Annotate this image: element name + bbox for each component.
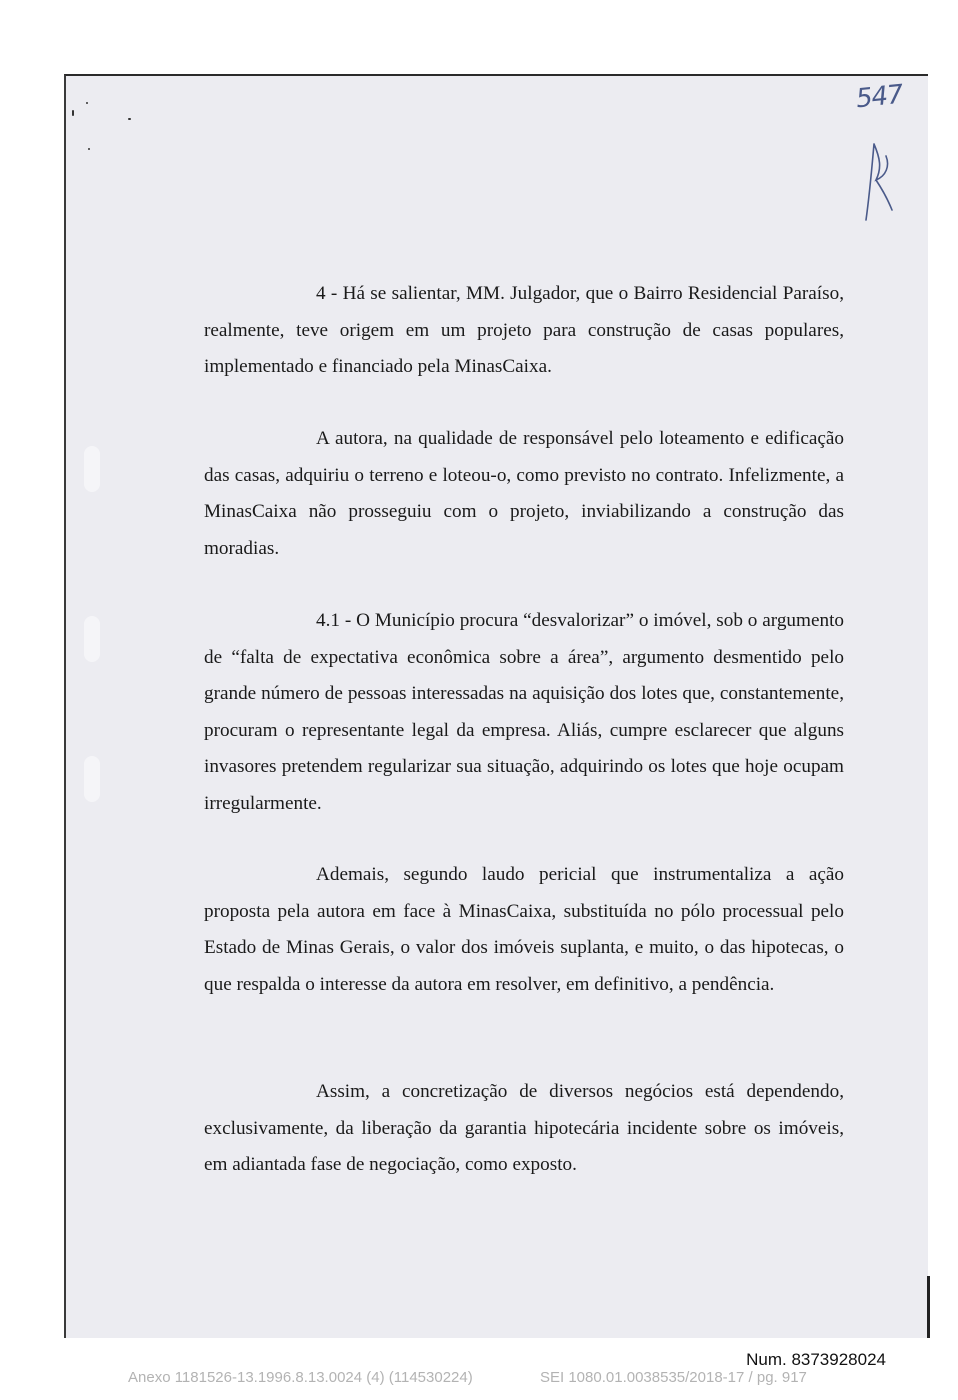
anexo-reference: Anexo 1181526-13.1996.8.13.0024 (4) (114530224) [128, 1369, 473, 1386]
handwritten-page-number: 547 [854, 79, 905, 115]
document-number: Num. 8373928024 [746, 1350, 886, 1369]
scan-speck [128, 118, 131, 120]
punch-hole-mark [84, 756, 100, 802]
paragraph-assim: Assim, a concretização de diversos negócios está dependendo, exclusivamente, da liberação da garantia hipotecária incidente sobre os imóveis, em adiantada fase de negociação, como exposto. [204, 1081, 844, 1175]
sei-reference: SEI 1080.01.0038535/2018-17 / pg. 917 [540, 1369, 807, 1386]
punch-hole-mark [84, 446, 100, 492]
scan-speck [86, 102, 88, 104]
punch-hole-mark [84, 616, 100, 662]
scan-speck [72, 110, 74, 116]
scan-edge-mark [927, 1276, 930, 1338]
handwritten-initials-signature [856, 136, 906, 226]
paragraph-4: 4 - Há se salientar, MM. Julgador, que o Bairro Residencial Paraíso, realmente, teve origem em um projeto para construção de casas populares, implementado e financiado pela MinasCaixa. [204, 283, 844, 377]
scanned-page [64, 74, 928, 1338]
paragraph-ademais: Ademais, segundo laudo pericial que instrumentaliza a ação proposta pela autora em face à MinasCaixa, substituída no pólo processual pelo Estado de Minas Gerais, o valor dos imóveis suplanta, e muito, o das hipotecas, o que respalda o interesse da autora em resolver, em definitivo, a pendência. [204, 864, 844, 995]
paragraph-4-1: 4.1 - O Município procura “desvalorizar” o imóvel, sob o argumento de “falta de expectativa econômica sobre a área”, argumento desmentido pelo grande número de pessoas interessadas na aquisição dos lotes que, constantemente, procuram o representante legal da empresa. Aliás, cumpre esclarecer que alguns invasores pretendem regularizar sua situação, adquirindo os lotes que hoje ocupam irregularmente. [204, 610, 844, 814]
scan-speck [88, 148, 90, 150]
paragraph-autora: A autora, na qualidade de responsável pelo loteamento e edificação das casas, adquiriu o terreno e loteou-o, como previsto no contrato. Infelizmente, a MinasCaixa não prosseguiu com o projeto, inviabilizando a construção das moradias. [204, 428, 844, 559]
